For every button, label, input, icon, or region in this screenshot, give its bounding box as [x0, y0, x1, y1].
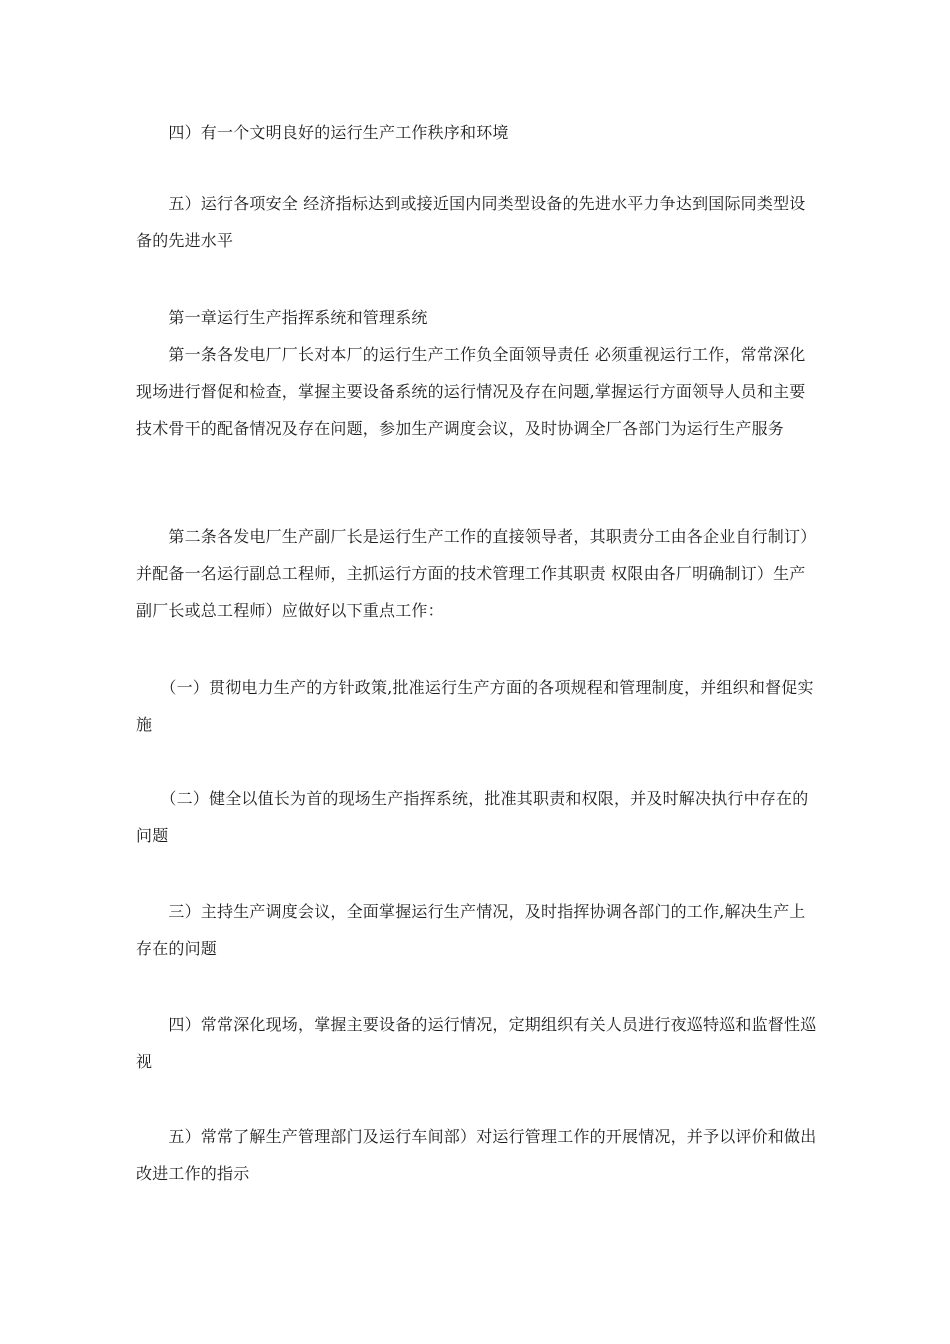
paragraph-item-2: （二）健全以值长为首的现场生产指挥系统，批准其职责和权限，并及时解决执行中存在的问题 [136, 789, 809, 845]
paragraph-item-4: 四）常常深化现场，掌握主要设备的运行情况，定期组织有关人员进行夜巡特巡和监督性巡视 [136, 1015, 817, 1071]
paragraph-2: 五）运行各项安全 经济指标达到或接近国内同类型设备的先进水平力争达到国际同类型设备的先进水平 [136, 194, 806, 250]
paragraph-article-2: 第二条各发电厂生产副厂长是运行生产工作的直接领导者，其职责分工由各企业自行制订）并配备一名运行副总工程师，主抓运行方面的技术管理工作其职责 权限由各厂明确制订）生产副厂长或总工程师）应做好以下重点工作： [136, 527, 817, 620]
chapter-heading: 第一章运行生产指挥系统和管理系统 [136, 308, 428, 327]
paragraph-item-1: （一）贯彻电力生产的方针政策,批准运行生产方面的各项规程和管理制度，并组织和督促实施 [136, 678, 814, 734]
paragraph-1: 四）有一个文明良好的运行生产工作秩序和环境 [136, 123, 509, 142]
paragraph-article-1: 第一条各发电厂厂长对本厂的运行生产工作负全面领导责任 必须重视运行工作，常常深化现场进行督促和检查，掌握主要设备系统的运行情况及存在问题,掌握运行方面领导人员和主要技术骨干的配备情况及存在问题，参加生产调度会议，及时协调全厂各部门为运行生产服务 [136, 345, 806, 438]
paragraph-item-3: 三）主持生产调度会议，全面掌握运行生产情况，及时指挥协调各部门的工作,解决生产上存在的问题 [136, 902, 806, 958]
paragraph-item-5: 五）常常了解生产管理部门及运行车间部）对运行管理工作的开展情况，并予以评价和做出改进工作的指示 [136, 1127, 817, 1183]
